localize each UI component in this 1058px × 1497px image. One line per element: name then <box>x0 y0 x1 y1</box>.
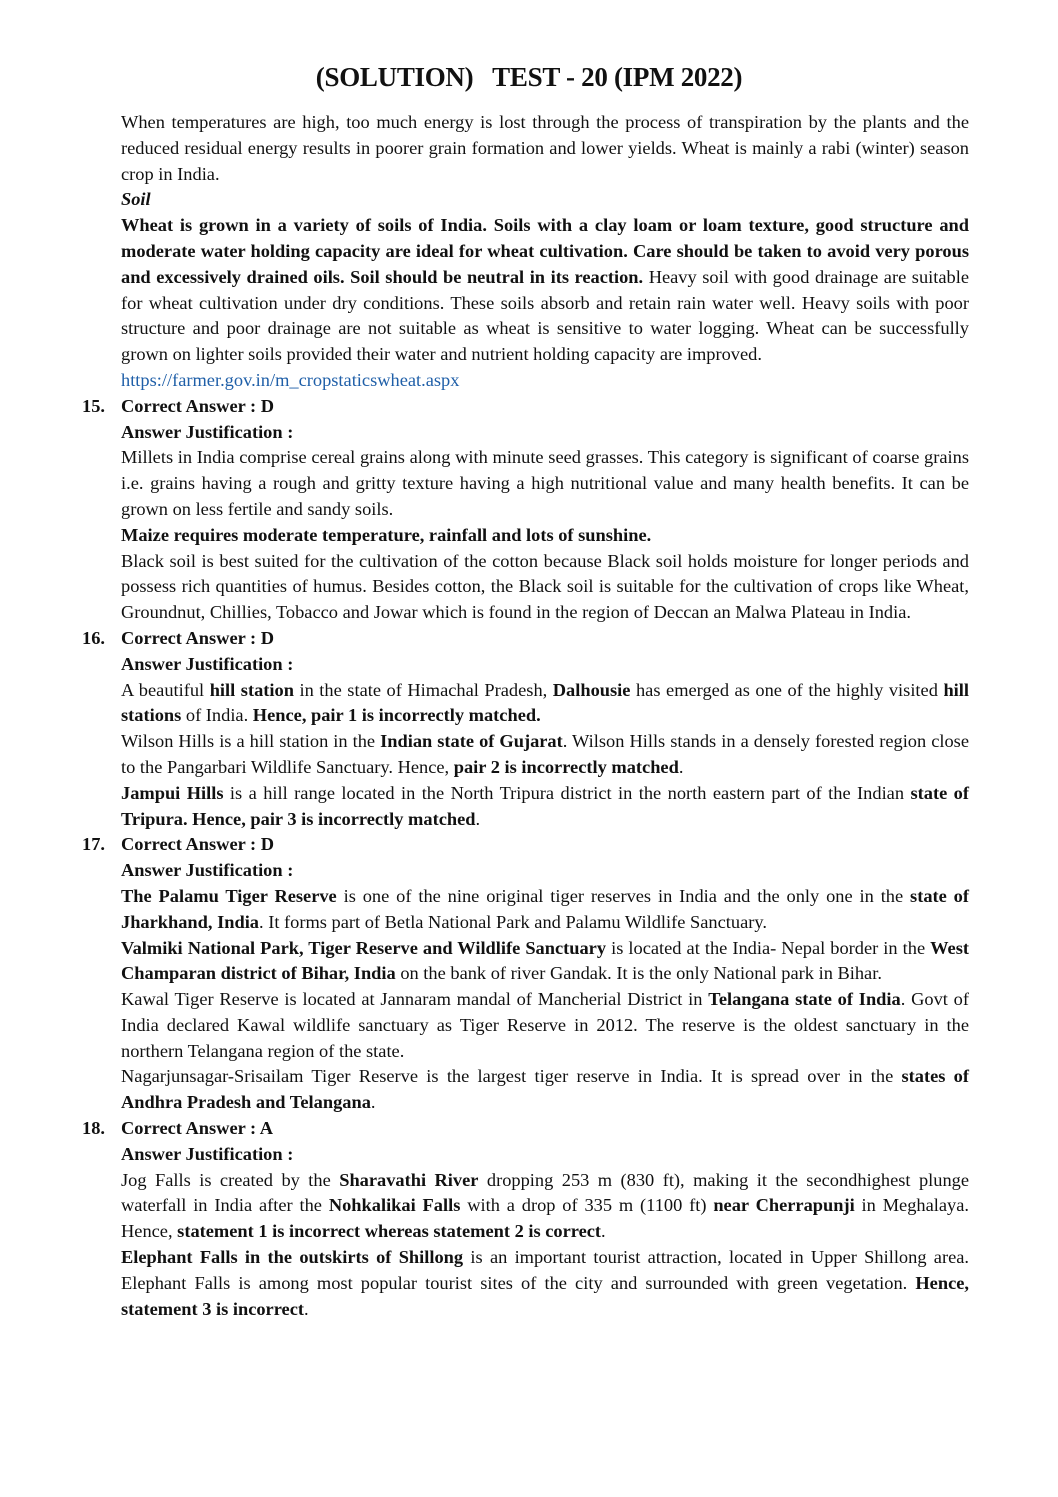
question-block <box>82 626 970 832</box>
correct-answer-line <box>82 626 969 652</box>
intro-paragraph: When temperatures are high, too much energy is lost through the process of transpiration by the plants and the reduced residual energy results in poorer grain formation and lower yields. Wheat is mainly a rabi (winter) season crop in India. <box>121 112 969 184</box>
questions-list <box>82 394 970 1323</box>
bold-text: Wheat is grown in a variety of soils of India. Soils with a clay loam or loam texture, good structure and moderate water holding capacity are ideal for wheat cultivation. Care should be taken to avoid very porous and excessively drained oils. Soil should be neutral in its reaction. <box>121 215 969 287</box>
bold-text: The Palamu Tiger Reserve <box>121 885 337 906</box>
reference-link[interactable]: https://farmer.gov.in/m_cropstaticswheat.aspx <box>121 369 460 390</box>
correct-answer: Correct Answer : D <box>121 834 275 855</box>
bold-text: pair 2 is incorrectly matched <box>453 756 679 777</box>
justification-paragraph: Black soil is best suited for the cultivation of the cotton because Black soil holds moisture for longer periods and possess rich quantities of humus. Besides cotton, the Black soil is suitable for the cultivation of crops like Wheat, Groundnut, Chillies, Tobacco and Jowar which is found in the region of Deccan an Malwa Plateau in India. <box>121 550 969 623</box>
correct-answer-line <box>82 1116 969 1142</box>
soil-paragraph: Wheat is grown in a variety of soils of India. Soils with a clay loam or loam texture, good structure and moderate water holding capacity are ideal for wheat cultivation. Care should be taken to avoid very porous and excessively drained oils. Soil should be neutral in its reaction. Heavy soil with good drainage are suitable for wheat cultivation under dry conditions. These soils absorb and retain rain water well. Heavy soils with poor structure and poor drainage are not suitable as wheat is sensitive to water logging. Wheat can be successfully grown on lighter soils provided their water and nutrient holding capacity are improved. <box>121 215 969 365</box>
justification-paragraph: Kawal Tiger Reserve is located at Jannaram mandal of Mancherial District in Telangana state of India. Govt of India declared Kawal wildlife sanctuary as Tiger Reserve in 2012. The reserve is the oldest sanctuary in the northern Telangana region of the state. <box>121 989 969 1061</box>
bold-text: state of Jharkhand, India <box>121 885 969 932</box>
justification-paragraph: Nagarjunsagar-Srisailam Tiger Reserve is the largest tiger reserve in India. It is spread over in the states of Andhra Pradesh and Telangana. <box>121 1066 969 1113</box>
answer-justification-label: Answer Justification : <box>121 421 294 442</box>
bold-text: Elephant Falls in the outskirts of Shillong <box>121 1247 464 1268</box>
question-block <box>82 832 969 1116</box>
bold-text: hill station <box>209 679 294 700</box>
reference-link-row <box>121 368 969 394</box>
bold-text: states of Andhra Pradesh and Telangana <box>121 1066 969 1113</box>
question-number: 18. <box>82 1118 105 1139</box>
bold-text: Hence, statement 3 is incorrect <box>121 1272 969 1319</box>
question-number: 17. <box>82 834 105 855</box>
justification-paragraph: Elephant Falls in the outskirts of Shillong is an important tourist attraction, located in Upper Shillong area. Elephant Falls is among most popular tourist sites of the city and surrounded with green vegetation. Hence, statement 3 is incorrect. <box>121 1247 969 1319</box>
soil-heading: Soil <box>121 189 151 210</box>
bold-text: Indian state of Gujarat <box>380 731 563 752</box>
bold-text: Sharavathi River <box>339 1169 479 1190</box>
correct-answer: Correct Answer : D <box>121 395 275 416</box>
answer-justification-label: Answer Justification : <box>121 653 294 674</box>
bold-text: Dalhousie <box>552 679 631 700</box>
justification-paragraph: The Palamu Tiger Reserve is one of the nine original tiger reserves in India and the only one in the state of Jharkhand, India. It forms part of Betla National Park and Palamu Wildlife Sanctuary. <box>121 885 969 932</box>
correct-answer-line <box>82 832 969 858</box>
answer-justification-label: Answer Justification : <box>121 1143 294 1164</box>
intro-section <box>121 110 969 394</box>
bold-text: Telangana state of India <box>708 989 901 1010</box>
bold-text: hill stations <box>121 679 969 726</box>
justification-paragraph: Jog Falls is created by the Sharavathi River dropping 253 m (830 ft), making it the secondhighest plunge waterfall in India after the Nohkalikai Falls with a drop of 335 m (1100 ft) near Cherrapunji in Meghalaya. Hence, statement 1 is incorrect whereas statement 2 is correct. <box>121 1169 969 1242</box>
bold-text: Nohkalikai Falls <box>328 1195 461 1216</box>
question-number: 15. <box>82 395 105 416</box>
justification-paragraph: A beautiful hill station in the state of Himachal Pradesh, Dalhousie has emerged as one of the highly visited hill stations of India. Hence, pair 1 is incorrectly matched. <box>121 679 969 726</box>
question-block <box>82 1116 969 1322</box>
correct-answer: Correct Answer : A <box>121 1118 274 1139</box>
justification-paragraph <box>121 523 969 549</box>
bold-text: Maize requires moderate temperature, rainfall and lots of sunshine. <box>121 524 652 545</box>
correct-answer: Correct Answer : D <box>121 627 275 648</box>
bold-text: Valmiki National Park, Tiger Reserve and Wildlife Sanctuary <box>121 937 607 958</box>
question-block <box>82 394 969 626</box>
document-body <box>82 110 970 1322</box>
bold-text: West Champaran district of Bihar, India <box>121 937 969 984</box>
justification-paragraph: Valmiki National Park, Tiger Reserve and Wildlife Sanctuary is located at the India- Nepal border in the West Champaran district of Bihar, India on the bank of river Gandak. It is the only National park in Bihar. <box>121 937 969 984</box>
answer-justification-label: Answer Justification : <box>121 860 294 881</box>
justification-paragraph: Wilson Hills is a hill station in the Indian state of Gujarat. Wilson Hills stands in a densely forested region close to the Pangarbari Wildlife Sanctuary. Hence, pair 2 is incorrectly matched. <box>121 731 970 777</box>
bold-text: Jampui Hills <box>121 782 224 803</box>
justification-paragraph: Millets in India comprise cereal grains along with minute seed grasses. This category is significant of coarse grains i.e. grains having a rough and gritty texture having a high nutritional value and many health benefits. It can be grown on less fertile and sandy soils. <box>121 447 969 519</box>
correct-answer-line <box>82 394 969 420</box>
bold-text: state of Tripura. Hence, pair 3 is incorrectly matched <box>121 782 969 829</box>
bold-text: Hence, pair 1 is incorrectly matched. <box>252 705 541 726</box>
bold-text: near Cherrapunji <box>713 1195 855 1216</box>
question-number: 16. <box>82 627 105 648</box>
justification-paragraph: Jampui Hills is a hill range located in the North Tripura district in the north eastern part of the Indian state of Tripura. Hence, pair 3 is incorrectly matched. <box>121 782 969 829</box>
bold-text: statement 1 is incorrect whereas statement 2 is correct <box>177 1221 602 1242</box>
page-title: (SOLUTION) TEST - 20 (IPM 2022) <box>315 62 743 92</box>
